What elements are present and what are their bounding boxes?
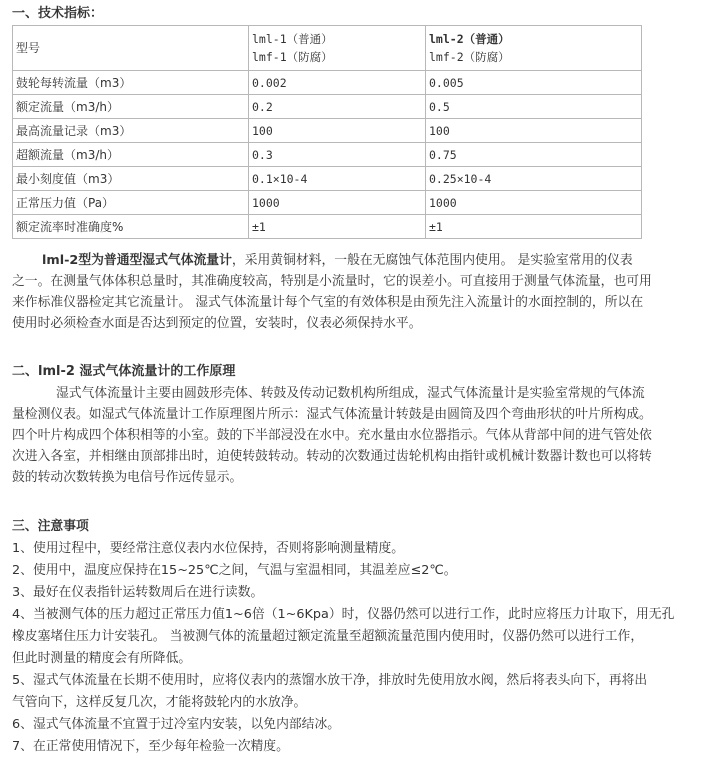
intro-line-4: 使用时必须检查水面是否达到预定的位置，安装时，仪表必须保持水平。 <box>12 316 422 331</box>
model-lmf1-corrosion: lmf-1（防腐） <box>252 50 333 64</box>
model-label: 型号 <box>16 41 41 55</box>
note-item-2: 2、使用中，温度应保持在15~25℃之间，气温与室温相同，其温差应≤2℃。 <box>12 563 457 578</box>
table-row <box>13 71 642 95</box>
row-label: 鼓轮每转流量（m3） <box>13 71 249 95</box>
notes-section <box>12 516 718 758</box>
principle-line-1: 湿式气体流量计主要由圆鼓形壳体、转鼓及传动记数机构所组成，湿式气体流量计是实验室常规的气体流 <box>56 386 645 401</box>
row-value-lml2: 0.75 <box>426 143 642 167</box>
row-value-lml1: 0.1×10-4 <box>249 167 426 191</box>
model-lml1-cell <box>249 26 426 71</box>
intro-text: ，采用黄铜材料，一般在无腐蚀气体范围内使用。 是实验室常用的仪表 <box>231 253 633 268</box>
principle-line-2: 量检测仪表。如湿式气体流量计工作原理图片所示：湿式气体流量计转鼓是由圆筒及四个弯曲形状的叶片所构成。 <box>12 407 652 422</box>
specs-table <box>12 25 642 239</box>
row-value-lml2: ±1 <box>426 215 642 239</box>
row-value-lml1: 100 <box>249 119 426 143</box>
table-row <box>13 143 642 167</box>
note-item-7: 7、在正常使用情况下，至少每年检验一次精度。 <box>12 739 289 754</box>
note-item-5-line-1: 5、湿式气体流量在长期不使用时，应将仪表内的蒸馏水放干净，排放时先使用放水阀，然后将表头向下，再将出 <box>12 673 648 688</box>
note-item-1: 1、使用过程中，要经常注意仪表内水位保持，否则将影响测量精度。 <box>12 541 405 556</box>
row-label: 正常压力值（Pa） <box>13 191 249 215</box>
table-row <box>13 167 642 191</box>
intro-line-3: 来作标准仪器检定其它流量计。 湿式气体流量计每个气室的有效体积是由预先注入流量计的水面控制的，所以在 <box>12 295 644 310</box>
row-value-lml1: 1000 <box>249 191 426 215</box>
row-value-lml2: 0.005 <box>426 71 642 95</box>
row-value-lml1: ±1 <box>249 215 426 239</box>
note-item-3: 3、最好在仪表指针运转数周后在进行读数。 <box>12 585 264 600</box>
principle-line-4: 次进入各室，并相继由顶部排出时，迫使转鼓转动。转动的次数通过齿轮机构由指针或机械计数器计数也可以将转 <box>12 449 652 464</box>
row-label: 超额流量（m3/h） <box>13 143 249 167</box>
row-value-lml1: 0.3 <box>249 143 426 167</box>
table-row <box>13 215 642 239</box>
model-lml1-normal: lml-1（普通） <box>252 32 333 46</box>
intro-paragraph <box>12 250 718 334</box>
note-item-6: 6、湿式气体流量不宜置于过冷室内安装，以免内部结冰。 <box>12 717 341 732</box>
note-item-4-line-2: 橡皮塞堵住压力计安装孔。 当被测气体的流量超过额定流量至超额流量范围内使用时，仪器仍然可以进行工作， <box>12 629 644 644</box>
model-label-cell <box>13 26 249 71</box>
section-2-title: 二、lml-2 湿式气体流量计的工作原理 <box>12 364 236 379</box>
row-value-lml1: 0.2 <box>249 95 426 119</box>
intro-bold-heading: lml-2型为普通型湿式气体流量计 <box>42 253 232 268</box>
note-item-4-line-1: 4、当被测气体的压力超过正常压力值1~6倍（1~6Kpa）时，仪器仍然可以进行工作，此时应将压力计取下，用无孔 <box>12 607 675 622</box>
table-row <box>13 119 642 143</box>
row-value-lml2: 0.5 <box>426 95 642 119</box>
table-header-row <box>13 26 642 71</box>
model-lmf2-corrosion: lmf-2（防腐） <box>429 50 510 64</box>
row-value-lml1: 0.002 <box>249 71 426 95</box>
note-item-5-line-2: 气管向下，这样反复几次，才能将鼓轮内的水放净。 <box>12 695 307 710</box>
row-label: 最小刻度值（m3） <box>13 167 249 191</box>
intro-line-1 <box>12 250 718 271</box>
section-3-title: 三、注意事项 <box>12 519 89 534</box>
section-1-title: 一、技术指标： <box>12 6 104 21</box>
row-label: 最高流量记录（m3） <box>13 119 249 143</box>
row-label: 额定流量（m3/h） <box>13 95 249 119</box>
table-row <box>13 191 642 215</box>
intro-line-2: 之一。在测量气体体积总量时，其准确度较高，特别是小流量时，它的误差小。可直接用于测量气体流量，也可用 <box>12 274 652 289</box>
row-value-lml2: 1000 <box>426 191 642 215</box>
principle-paragraph <box>12 383 718 488</box>
principle-line-5: 鼓的转动次数转换为电信号作远传显示。 <box>12 470 243 485</box>
table-row <box>13 95 642 119</box>
row-label: 额定流率时准确度% <box>13 215 249 239</box>
row-value-lml2: 0.25×10-4 <box>426 167 642 191</box>
model-lml2-normal: lml-2（普通） <box>429 32 510 46</box>
model-lml2-cell <box>426 26 642 71</box>
principle-line-3: 四个叶片构成四个体积相等的小室。鼓的下半部浸没在水中。充水量由水位器指示。气体从背部中间的进气管处依 <box>12 428 652 443</box>
note-item-4-line-3: 但此时测量的精度会有所降低。 <box>12 651 192 666</box>
row-value-lml2: 100 <box>426 119 642 143</box>
